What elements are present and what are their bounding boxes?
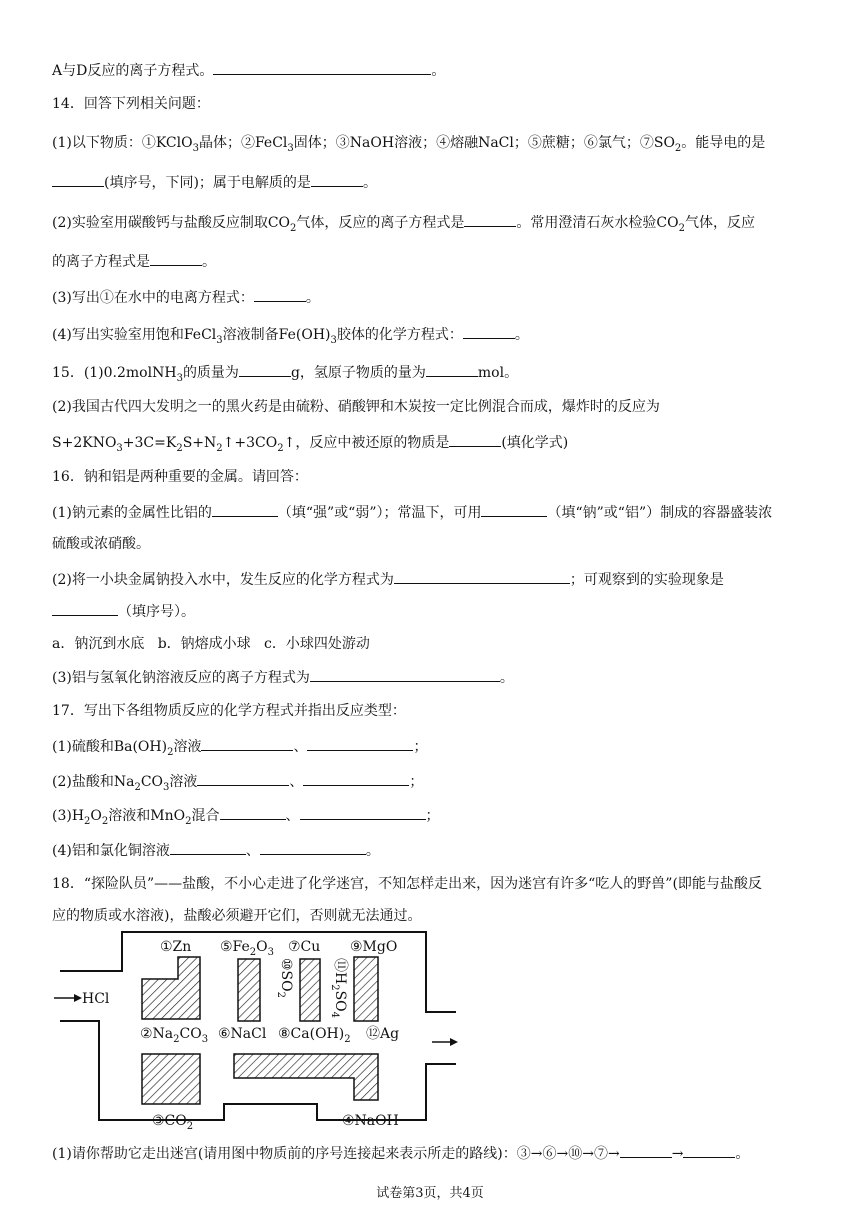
text: ↑+3CO <box>222 435 278 451</box>
text: 晶体；②FeCl <box>198 135 288 151</box>
subscript: 3 <box>287 142 294 154</box>
q18-line2 <box>52 906 421 926</box>
q14-title <box>52 94 210 114</box>
subscript: 2 <box>185 815 192 827</box>
label-naoh: ④NaOH <box>342 1113 399 1129</box>
subscript: 3 <box>192 142 199 154</box>
answer-blank[interactable] <box>201 736 293 751</box>
obstacle-fe2o3-nacl <box>238 959 260 1021</box>
text: (填序号，下同)；属于电解质的是 <box>104 175 311 191</box>
q17-4-line <box>52 840 380 861</box>
answer-blank[interactable] <box>311 172 363 187</box>
text: 的离子方程式是 <box>52 254 150 270</box>
answer-blank[interactable] <box>197 771 289 786</box>
text: 。 <box>431 63 446 79</box>
text: CO <box>140 774 164 790</box>
subscript: 2 <box>167 746 174 758</box>
subscript: 3 <box>163 781 170 793</box>
text: 。 <box>499 670 514 686</box>
answer-blank[interactable] <box>449 432 501 447</box>
subscript: 3 <box>330 334 337 346</box>
text: (4)写出实验室用饱和FeCl <box>52 327 217 343</box>
q14-1-line2 <box>52 172 377 193</box>
answer-blank[interactable] <box>426 362 478 377</box>
answer-blank[interactable] <box>52 601 118 616</box>
label-cu: ⑦Cu <box>288 939 321 955</box>
obstacle-naoh <box>234 1054 378 1100</box>
options-text: a．钠沉到水底 b．钠熔成小球 c．小球四处游动 <box>52 636 370 652</box>
text: 。 <box>514 327 529 343</box>
q17-3-line <box>52 805 440 832</box>
q16-title <box>52 467 308 487</box>
q14-3-line <box>52 287 320 308</box>
q16-1-line2 <box>52 534 150 554</box>
text: (3)写出①在水中的电离方程式： <box>52 290 254 306</box>
text: (4)铝和氯化铜溶液 <box>52 843 170 859</box>
text: S+2KNO <box>52 435 117 451</box>
exit-arrow-head <box>450 1038 458 1046</box>
q18-1-line <box>52 1143 749 1164</box>
answer-blank[interactable] <box>213 60 431 75</box>
subscript: 2 <box>101 815 109 827</box>
text: 15．(1)0.2molNH <box>52 365 177 381</box>
text: 。 <box>202 254 216 270</box>
q16-3-line <box>52 667 514 688</box>
q14-1-line <box>52 133 765 159</box>
text: O <box>90 808 102 824</box>
subscript: 3 <box>216 334 223 346</box>
subscript: 2 <box>290 222 297 234</box>
text: (1)硫酸和Ba(OH) <box>52 739 168 755</box>
q15-2-line <box>52 397 660 417</box>
q14-4-line <box>52 324 529 351</box>
label-caoh2: $⑧Ca(OH)_2$ <box>278 1026 351 1045</box>
answer-blank[interactable] <box>212 502 278 517</box>
text: 胶体的化学方程式： <box>336 327 463 343</box>
text: 18．“探险队员”——盐酸，不小心走进了化学迷宫，不知怎样走出来，因为迷宫有许多“吃人的野兽”(即能与盐酸反 <box>52 876 762 892</box>
q15-2-line2 <box>52 432 568 459</box>
answer-blank[interactable] <box>620 1143 672 1158</box>
q16-1-line <box>52 502 772 523</box>
answer-blank[interactable] <box>463 324 515 339</box>
answer-blank[interactable] <box>170 840 246 855</box>
text: 、 <box>245 843 260 859</box>
subscript: 2 <box>84 815 91 827</box>
text: ； <box>409 774 424 790</box>
text: 固体；③NaOH溶液；④熔融NaCl；⑤蔗糖；⑥氯气；⑦SO <box>293 135 675 151</box>
text: A与D反应的离子方程式。 <box>52 63 214 79</box>
text: 。 <box>305 290 320 306</box>
text: 。能导电的是 <box>681 135 766 151</box>
text: mol。 <box>477 365 519 381</box>
text: (1)钠元素的金属性比铝的 <box>52 505 212 521</box>
answer-blank[interactable] <box>220 805 286 820</box>
text: → <box>671 1146 684 1162</box>
text: (3)H <box>52 808 85 824</box>
text: 应的物质或水溶液)，盐酸必须避开它们，否则就无法通过。 <box>52 908 422 924</box>
answer-blank[interactable] <box>52 172 104 187</box>
subscript: 2 <box>674 142 682 154</box>
obstacle-mgo-ag <box>354 957 378 1021</box>
text: (2)我国古代四大发明之一的黑火药是由硫粉、硝酸钾和木炭按一定比例混合而成，爆炸时的反应为 <box>52 399 660 415</box>
text: S+N <box>182 435 217 451</box>
subscript: 2 <box>277 442 284 454</box>
label-co2: $③CO_2$ <box>152 1113 194 1132</box>
answer-blank[interactable] <box>310 667 500 682</box>
text: 硫酸或浓硝酸。 <box>52 536 150 552</box>
label-mgo: ⑨MgO <box>350 939 398 955</box>
answer-blank[interactable] <box>307 736 413 751</box>
q16-2-line <box>52 569 724 590</box>
question-title: 17．写出下各组物质反应的化学方程式并指出反应类型： <box>52 703 406 719</box>
answer-blank[interactable] <box>254 287 306 302</box>
q13-line <box>52 60 445 81</box>
text: 混合 <box>191 808 220 824</box>
text: 、 <box>285 808 300 824</box>
q15-1-line <box>52 362 518 389</box>
subscript: 3 <box>116 442 123 454</box>
label-h2so4: $⑪H_2SO_4$ <box>329 958 348 1019</box>
text: (2)将一小块金属钠投入水中，发生反应的化学方程式为 <box>52 572 394 588</box>
subscript: 2 <box>176 442 183 454</box>
obstacle-cu-caoh2 <box>300 959 320 1021</box>
text: ； <box>413 739 428 755</box>
label-fe2o3: $⑤Fe_2O_3$ <box>220 939 275 958</box>
text: (2)实验室用碳酸钙与盐酸反应制取CO <box>52 215 291 231</box>
text: 。 <box>362 175 377 191</box>
label-nacl: ⑥NaCl <box>218 1026 267 1042</box>
text: （填“钠”或“铝”）制成的容器盛装浓 <box>547 505 773 521</box>
entry-label: HCl <box>82 991 110 1007</box>
text: g，氢原子物质的量为 <box>290 365 426 381</box>
text: 气体，反应的离子方程式是 <box>296 215 465 231</box>
q16-options <box>52 634 370 654</box>
answer-blank[interactable] <box>300 805 426 820</box>
text: ；可观察到的实验现象是 <box>569 572 724 588</box>
obstacle-zn-na2co3 <box>142 957 200 1019</box>
q16-2-line2 <box>52 601 195 622</box>
label-na2co3: $②Na_2CO_3$ <box>140 1026 209 1045</box>
label-zn: ①Zn <box>160 939 192 955</box>
entry-arrow-head <box>74 994 82 1002</box>
label-so2: $⑩SO_2$ <box>275 958 294 998</box>
text: 溶液和MnO <box>108 808 186 824</box>
subscript: 3 <box>176 372 183 384</box>
text: （填序号）。 <box>118 604 195 620</box>
text: 、 <box>289 774 304 790</box>
subscript: 2 <box>678 222 685 234</box>
subscript: 2 <box>216 442 223 454</box>
answer-blank[interactable] <box>394 569 570 584</box>
q18-line1 <box>52 874 762 894</box>
text: 的质量为 <box>182 365 239 381</box>
question-title: 16．钠和铝是两种重要的金属。请回答： <box>52 469 308 485</box>
text: 溶液 <box>169 774 198 790</box>
text: （填“强”或“弱”）；常温下，可用 <box>277 505 482 521</box>
text: 、 <box>293 739 308 755</box>
text: 。常用澄清石灰水检验CO <box>516 215 679 231</box>
text: (3)铝与氢氧化钠溶液反应的离子方程式为 <box>52 670 310 686</box>
q17-title <box>52 701 406 721</box>
text: ； <box>425 808 440 824</box>
question-title: 14．回答下列相关问题： <box>52 96 210 112</box>
maze-diagram <box>52 924 462 1140</box>
answer-blank[interactable] <box>464 212 516 227</box>
answer-blank[interactable] <box>303 771 409 786</box>
text: 。 <box>735 1146 750 1162</box>
page-footer: 试卷第3页，共4页 <box>376 1186 484 1201</box>
text: (填化学式) <box>501 435 569 451</box>
text: +3C=K <box>122 435 177 451</box>
text: (1)请你帮助它走出迷宫(请用图中物质前的序号连接起来表示所走的路线)：③→⑥→⑩→⑦→ <box>52 1146 620 1162</box>
q14-2-line <box>52 212 755 239</box>
q14-2-line2 <box>52 251 216 272</box>
q17-2-line <box>52 771 423 798</box>
text: (2)盐酸和Na <box>52 774 135 790</box>
q17-1-line <box>52 736 427 763</box>
answer-blank[interactable] <box>260 840 366 855</box>
answer-blank[interactable] <box>683 1143 735 1158</box>
text: 溶液 <box>173 739 202 755</box>
text: 溶液制备Fe(OH) <box>222 327 331 343</box>
text: 。 <box>365 843 380 859</box>
text: ↑，反应中被还原的物质是 <box>283 435 450 451</box>
obstacle-co2 <box>142 1054 200 1104</box>
subscript: 2 <box>134 781 141 793</box>
answer-blank[interactable] <box>481 502 547 517</box>
answer-blank[interactable] <box>239 362 291 377</box>
text: 气体，反应 <box>684 215 755 231</box>
text: (1)以下物质：①KClO <box>52 135 193 151</box>
answer-blank[interactable] <box>150 251 202 266</box>
label-ag: ⑫Ag <box>366 1026 400 1042</box>
